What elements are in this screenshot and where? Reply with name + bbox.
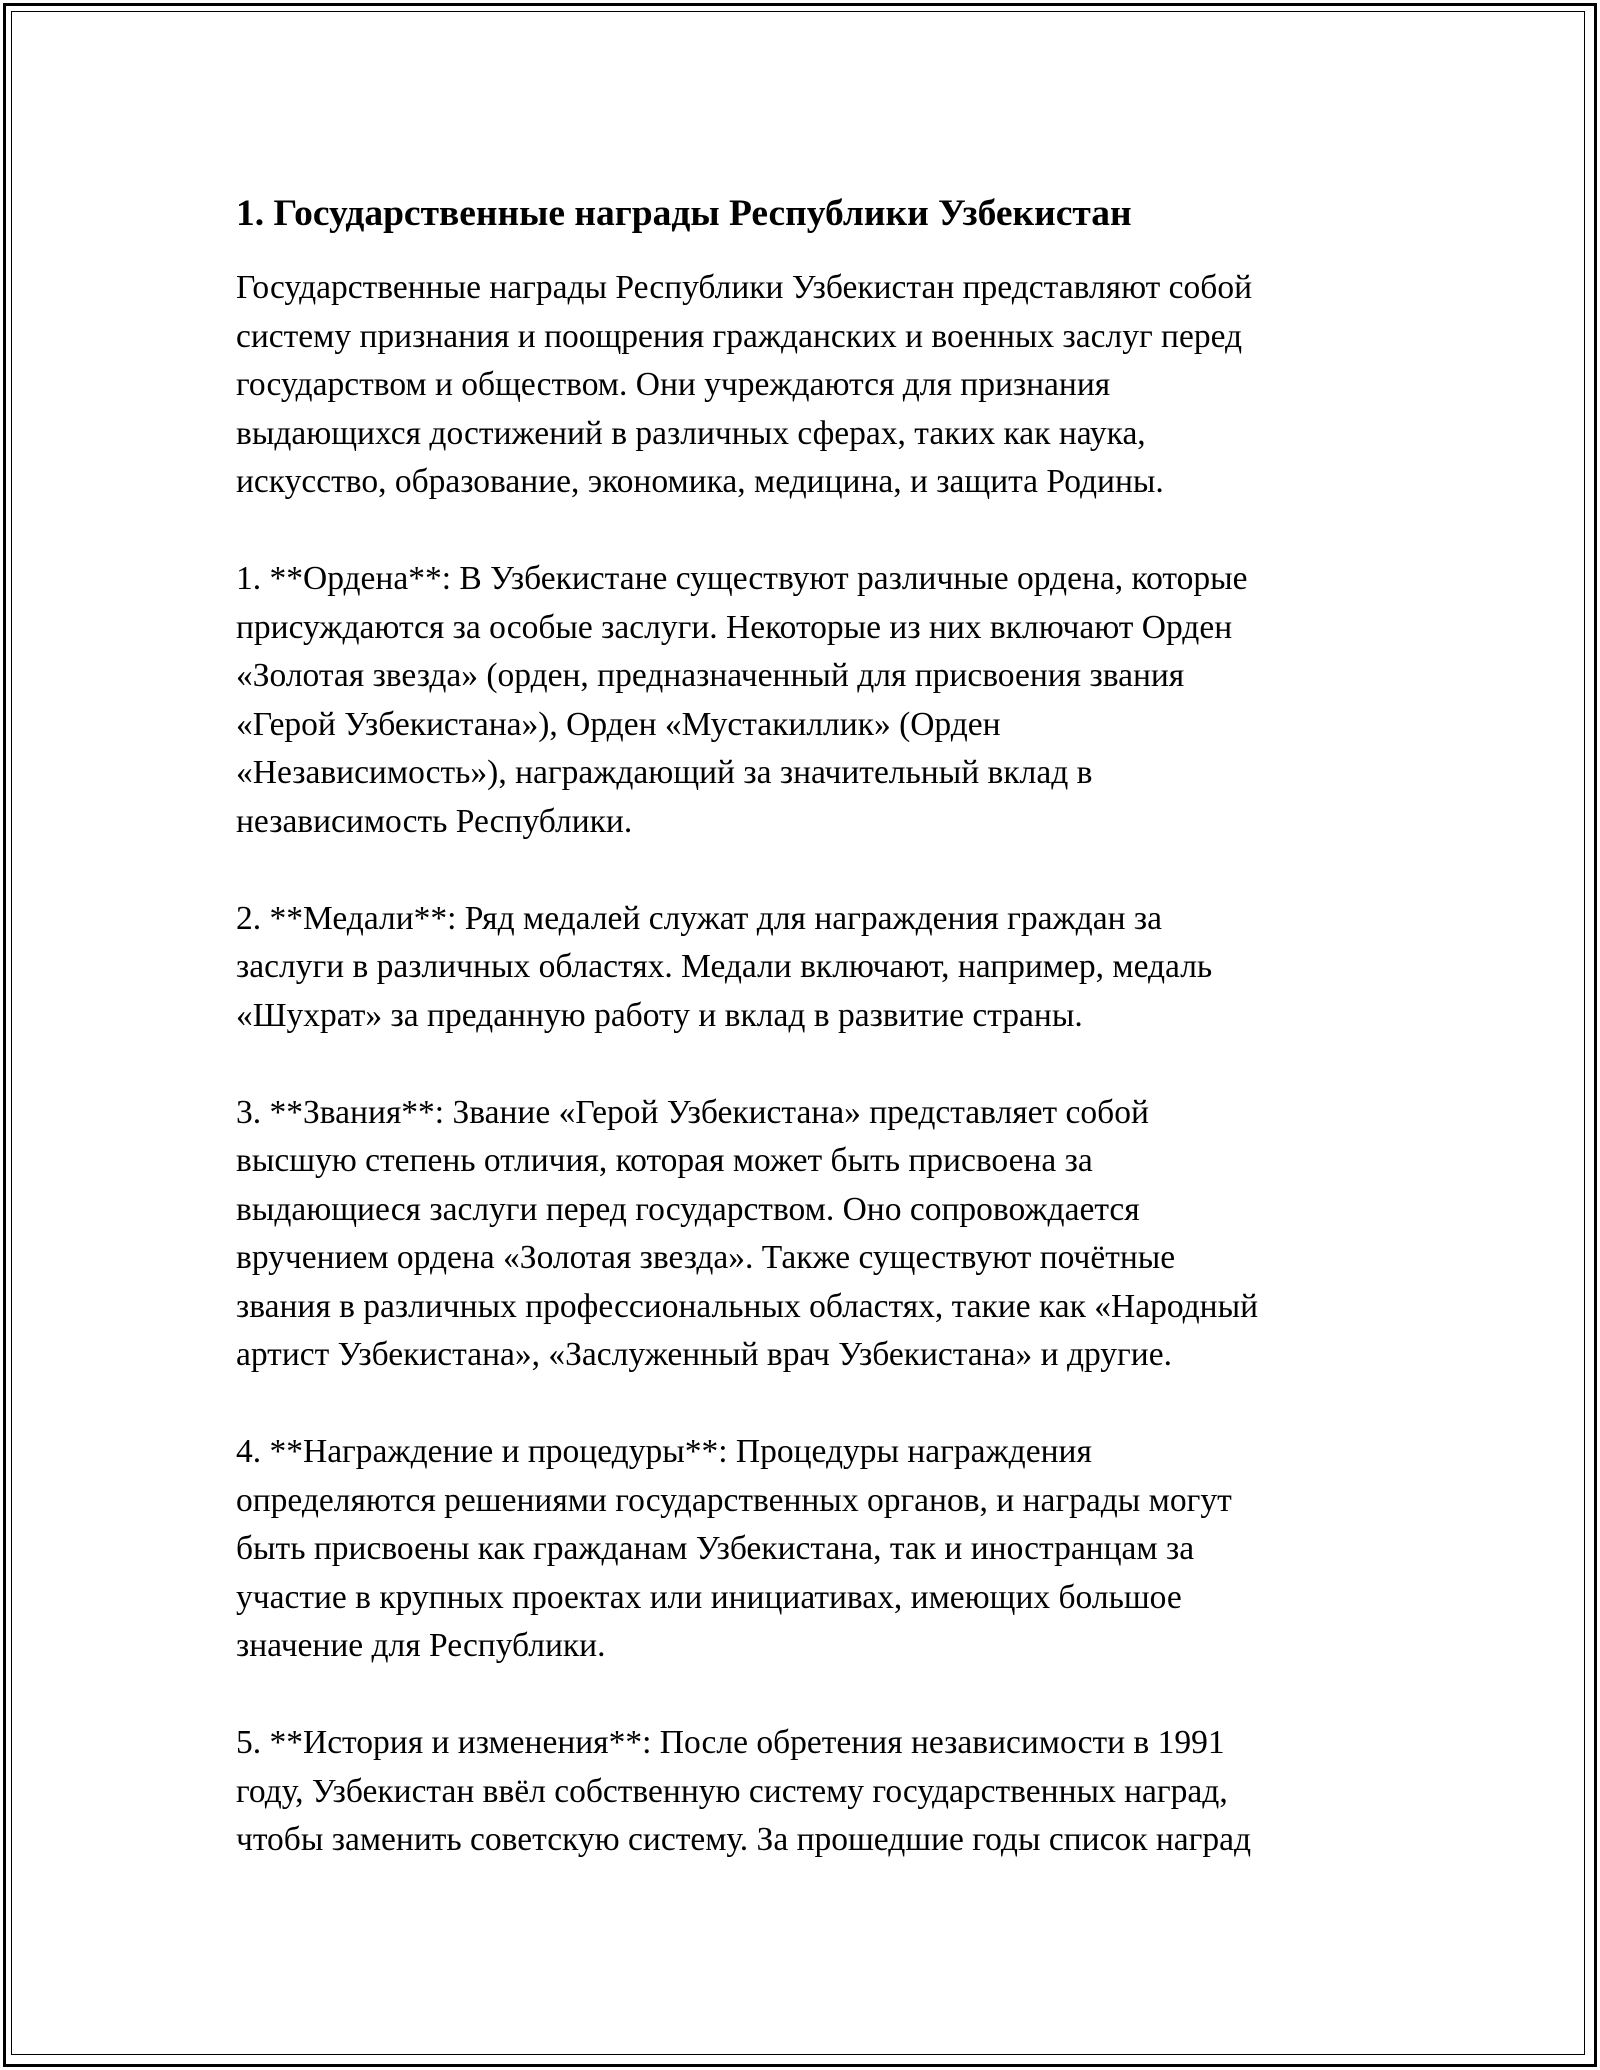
history-paragraph: 5. **История и изменения**: После обретения независимости в 1991 году, Узбекистан ввёл собственную систему государственных наград, чтобы заменить советскую систему. За прошедшие годы список наград — [236, 1724, 1252, 1858]
document-page — [236, 190, 1386, 1913]
procedures-paragraph: 4. **Награждение и процедуры**: Процедуры награждения определяются решениями государственных органов, и награды могут быть присвоены как гражданам Узбекистана, так и иностранцам за участие в крупных проектах или инициативах, имеющих большое значение для Республики. — [236, 1433, 1232, 1664]
section-heading: 1. Государственные награды Республики Узбекистан — [236, 193, 1132, 234]
orders-paragraph: 1. **Ордена**: В Узбекистане существуют различные ордена, которые присуждаются за особые заслуги. Некоторые из них включают Орден «Золотая звезда» (орден, предназначенный для присвоения звания «Герой Узбекистана»), Орден «Мустакиллик» (Орден «Независимость»), награждающий за значительный вклад в независимость Республики. — [236, 560, 1248, 840]
medals-paragraph: 2. **Медали**: Ряд медалей служат для награждения граждан за заслуги в различных областях. Медали включают, например, медаль «Шухрат» за преданную работу и вклад в развитие страны. — [236, 899, 1213, 1034]
titles-paragraph: 3. **Звания**: Звание «Герой Узбекистана» представляет собой высшую степень отличия, которая может быть присвоена за выдающиеся заслуги перед государством. Оно сопровождается вручением ордена «Золотая звезда». Также существуют почётные звания в различных профессиональных областях, такие как «Народный артист Узбекистана», «Заслуженный врач Узбекистана» и другие. — [236, 1093, 1259, 1373]
intro-paragraph: Государственные награды Республики Узбекистан представляют собой систему признания и поощрения гражданских и военных заслуг перед государством и обществом. Они учреждаются для признания выдающихся достижений в различных сферах, таких как наука, искусство, образование, экономика, медицина, и защита Родины. — [236, 269, 1253, 500]
